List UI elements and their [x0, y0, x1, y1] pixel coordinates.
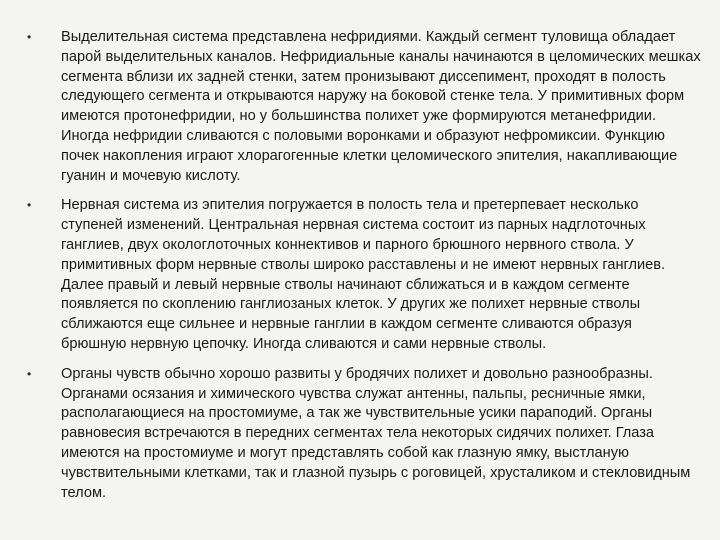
bullet-item-sense-organs [18, 365, 702, 504]
bullet-icon: • [27, 366, 32, 381]
bullet-text: Выделительная система представлена нефридиями. Каждый сегмент туловища обладает парой выделительных каналов. Нефридиальные каналы начинаются в целомических мешках сегмента вблизи их задней стенки, затем пронизывают диссепимент, проходят в полость следующего сегмента и открываются наружу на боковой стенке тела. У примитивных форм имеются протонефридии, но у большинства полихет уже формируются метанефридии. Иногда нефридии сливаются с половыми воронками и образуют нефромиксии. Функцию почек накопления играют хлорагогенные клетки целомического эпителия, накапливающие гуанин и мочевую кислоту. [61, 29, 701, 184]
bullet-text: Органы чувств обычно хорошо развиты у бродячих полихет и довольно разнообразны. Органами осязания и химического чувства служат антенны, пальпы, ресничные ямки, располагающиеся на простомиуме, а так же чувствительные усики параподий. Органы равновесия встречаются в передних сегментах тела некоторых сидячих полихет. Глаза имеются на простомиуме и могут представлять собой как глазную ямку, выстланую чувствительными клетками, так и глазной пузырь с роговицей, хрусталиком и стекловидным телом. [61, 365, 691, 501]
bullet-text: Нервная система из эпителия погружается в полость тела и претерпевает несколько ступеней изменений. Центральная нервная система состоит из парных надглоточных ганглиев, двух окологлоточных коннективов и парного брюшного нервного ствола. У примитивных форм нервные стволы широко расставлены и не имеют нервных ганглиев. Далее правый и левый нервные стволы начинают сближаться и в каждом сегменте появляется по скоплению ганглиозаных клеток. У других же полихет нервные стволы сближаются еще сильнее и нервные ганглии в каждом сегменте сливаются образуя брюшную нервную цепочку. Иногда сливаются и сами нервные стволы. [61, 197, 666, 352]
bullet-list [18, 28, 702, 503]
bullet-icon: • [27, 30, 32, 44]
bullet-item-excretory-system [18, 28, 702, 186]
bullet-item-nervous-system [18, 196, 702, 354]
bullet-icon: • [27, 198, 32, 213]
